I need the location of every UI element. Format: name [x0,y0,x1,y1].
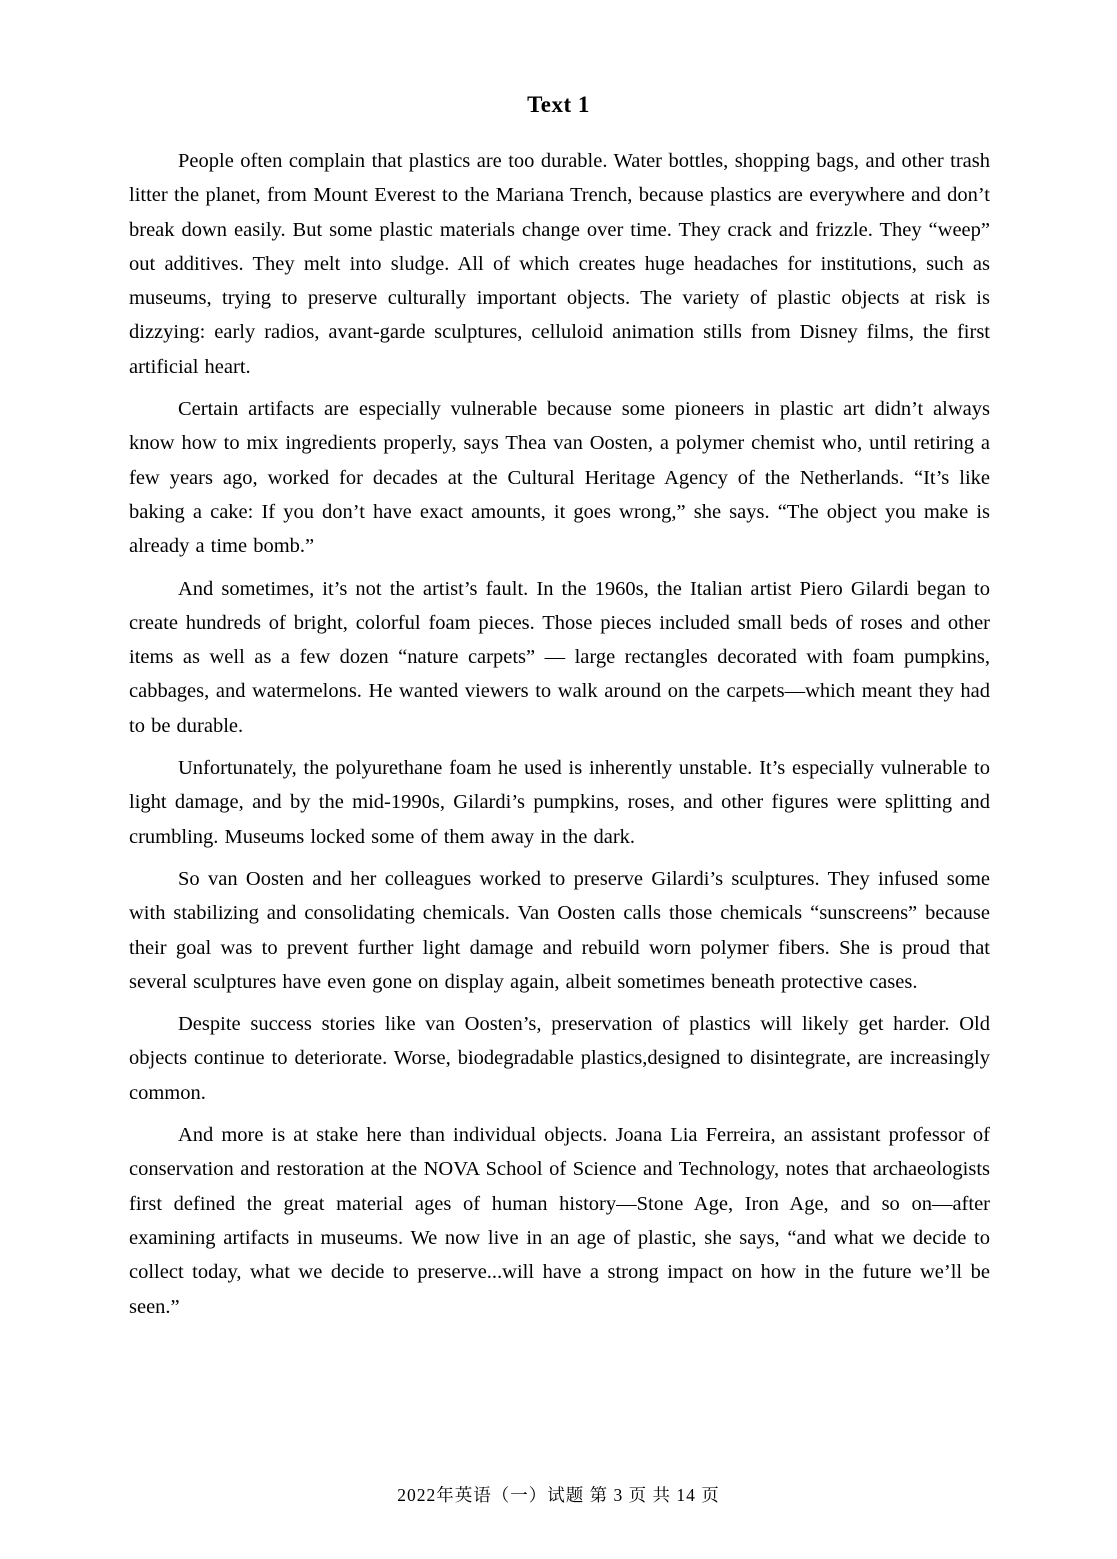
reading-passage [129,144,990,1324]
paragraph-4: Unfortunately, the polyurethane foam he used is inherently unstable. It’s especially vulnerable to light damage, and by the mid-1990s, Gilardi’s pumpkins, roses, and other figures were splitting and crumbling. Museums locked some of them away in the dark. [129,757,990,848]
page-footer: 2022年英语（一）试题 第 3 页 共 14 页 [397,1485,720,1505]
paragraph-5: So van Oosten and her colleagues worked to preserve Gilardi’s sculptures. They infused some with stabilizing and consolidating chemicals. Van Oosten calls those chemicals “sunscreens” because their goal was to prevent further light damage and rebuild worn polymer fibers. She is proud that several sculptures have even gone on display again, albeit sometimes beneath protective cases. [129,867,990,993]
paragraph-6: Despite success stories like van Oosten’s, preservation of plastics will likely get harder. Old objects continue to deteriorate. Worse, biodegradable plastics,designed to disintegrate, are increasingly common. [129,1013,990,1104]
page-title: Text 1 [527,92,590,117]
paragraph-1: People often complain that plastics are too durable. Water bottles, shopping bags, and other trash litter the planet, from Mount Everest to the Mariana Trench, because plastics are everywhere and don’t break down easily. But some plastic materials change over time. They crack and frizzle. They “weep” out additives. They melt into sludge. All of which creates huge headaches for institutions, such as museums, trying to preserve culturally important objects. The variety of plastic objects at risk is dizzying: early radios, avant-garde sculptures, celluloid animation stills from Disney films, the first artificial heart. [129,150,990,378]
paragraph-3: And sometimes, it’s not the artist’s fault. In the 1960s, the Italian artist Piero Gilardi began to create hundreds of bright, colorful foam pieces. Those pieces included small beds of roses and other items as well as a few dozen “nature carpets” — large rectangles decorated with foam pumpkins, cabbages, and watermelons. He wanted viewers to walk around on the carpets—which meant they had to be durable. [129,577,990,737]
paragraph-2: Certain artifacts are especially vulnerable because some pioneers in plastic art didn’t always know how to mix ingredients properly, says Thea van Oosten, a polymer chemist who, until retiring a few years ago, worked for decades at the Cultural Heritage Agency of the Netherlands. “It’s like baking a cake: If you don’t have exact amounts, it goes wrong,” she says. “The object you make is already a time bomb.” [129,398,990,558]
paragraph-7: And more is at stake here than individual objects. Joana Lia Ferreira, an assistant professor of conservation and restoration at the NOVA School of Science and Technology, notes that archaeologists first defined the great material ages of human history—Stone Age, Iron Age, and so on—after examining artifacts in museums. We now live in an age of plastic, she says, “and what we decide to collect today, what we decide to preserve...will have a strong impact on how in the future we’ll be seen.” [129,1124,990,1318]
